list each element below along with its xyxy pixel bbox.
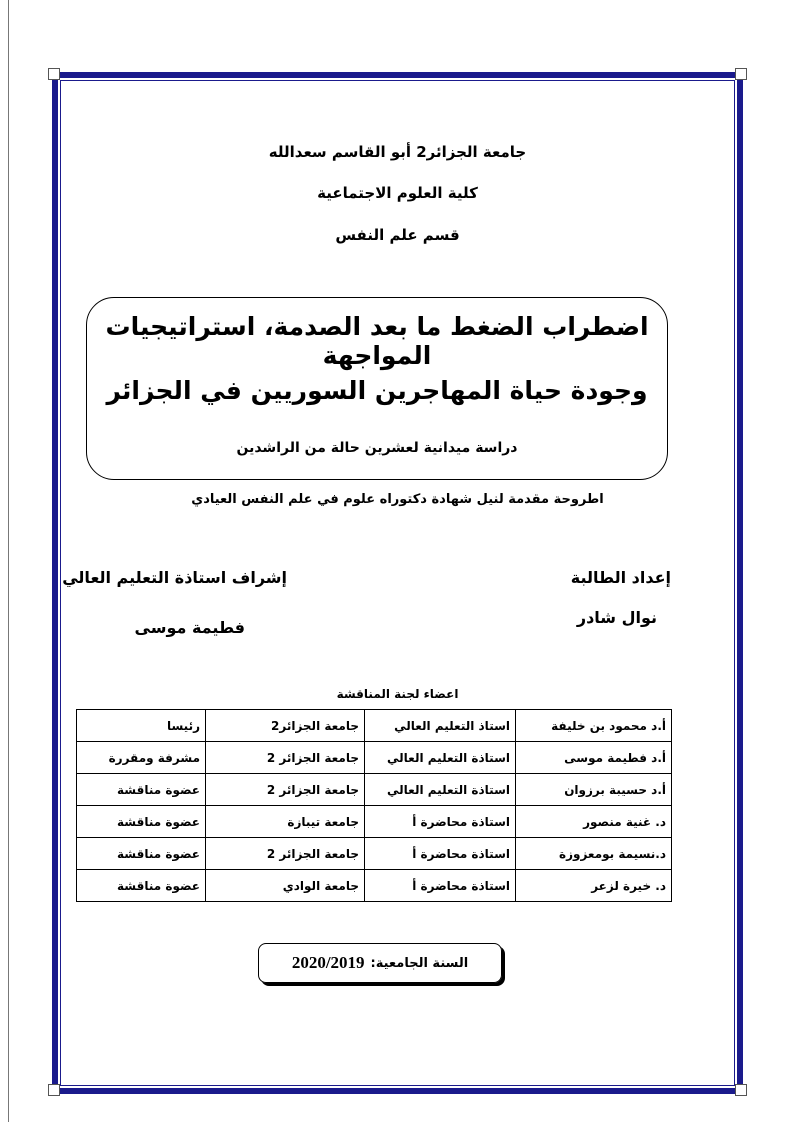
author-name: نوال شادر	[576, 608, 657, 627]
corner-mark-top-left	[48, 68, 60, 80]
member-institution: جامعة الجزائر 2	[206, 742, 365, 774]
member-name: د. خيرة لزعر	[516, 870, 672, 902]
table-row	[77, 838, 672, 870]
table-row	[77, 710, 672, 742]
academic-year-box	[258, 943, 502, 983]
table-row	[77, 742, 672, 774]
academic-year-value: 2020/2019	[291, 953, 365, 972]
corner-mark-top-right	[735, 68, 747, 80]
table-row	[77, 806, 672, 838]
member-role: عضوة مناقشة	[77, 870, 206, 902]
committee-title: اعضاء لجنة المناقشة	[336, 687, 459, 701]
table-row	[77, 774, 672, 806]
thesis-note: اطروحة مقدمة لنيل شهادة دكتوراه علوم في علم النفس العيادي	[191, 492, 604, 507]
member-name: د. غنية منصور	[516, 806, 672, 838]
faculty-name: كلية العلوم الاجتماعية	[317, 184, 478, 202]
member-rank: استاذة محاضرة أ	[365, 806, 516, 838]
corner-mark-bottom-right	[735, 1084, 747, 1096]
member-rank: استاذة التعليم العالي	[365, 742, 516, 774]
member-role: مشرفة ومقررة	[77, 742, 206, 774]
thesis-title-line-1: اضطراب الضغط ما بعد الصدمة، استراتيجيات المواجهة	[105, 312, 649, 370]
member-role: عضوة مناقشة	[77, 774, 206, 806]
member-rank: استاذة محاضرة أ	[365, 870, 516, 902]
thesis-title-line-2: وجودة حياة المهاجرين السوريين في الجزائر	[106, 376, 648, 405]
member-name: أ.د حسيبة برزوان	[516, 774, 672, 806]
page-edge-line	[8, 0, 9, 1122]
corner-mark-bottom-left	[48, 1084, 60, 1096]
author-label: إعداد الطالبة	[570, 568, 671, 587]
table-row	[77, 870, 672, 902]
university-name: جامعة الجزائر2 أبو القاسم سعدالله	[268, 143, 527, 161]
member-role: عضوة مناقشة	[77, 838, 206, 870]
member-rank: استاذة محاضرة أ	[365, 838, 516, 870]
member-institution: جامعة تيبازة	[206, 806, 365, 838]
committee-table	[76, 709, 672, 902]
academic-year-label: السنة الجامعية:	[370, 955, 469, 971]
thesis-subtitle: دراسة ميدانية لعشرين حالة من الراشدين	[236, 440, 518, 456]
member-role: رئيسا	[77, 710, 206, 742]
member-role: عضوة مناقشة	[77, 806, 206, 838]
title-box	[86, 297, 668, 480]
member-institution: جامعة الجزائر 2	[206, 774, 365, 806]
member-name: أ.د فطيمة موسى	[516, 742, 672, 774]
supervisor-name: فطيمة موسى	[134, 618, 245, 637]
member-name: أ.د محمود بن خليفة	[516, 710, 672, 742]
member-name: د.نسيمة بومعزوزة	[516, 838, 672, 870]
department-name: قسم علم النفس	[335, 226, 460, 244]
member-rank: استاذ التعليم العالي	[365, 710, 516, 742]
member-institution: جامعة الوادي	[206, 870, 365, 902]
supervisor-label: إشراف استاذة التعليم العالي	[62, 568, 287, 587]
member-institution: جامعة الجزائر 2	[206, 838, 365, 870]
member-institution: جامعة الجزائر2	[206, 710, 365, 742]
member-rank: استاذة التعليم العالي	[365, 774, 516, 806]
